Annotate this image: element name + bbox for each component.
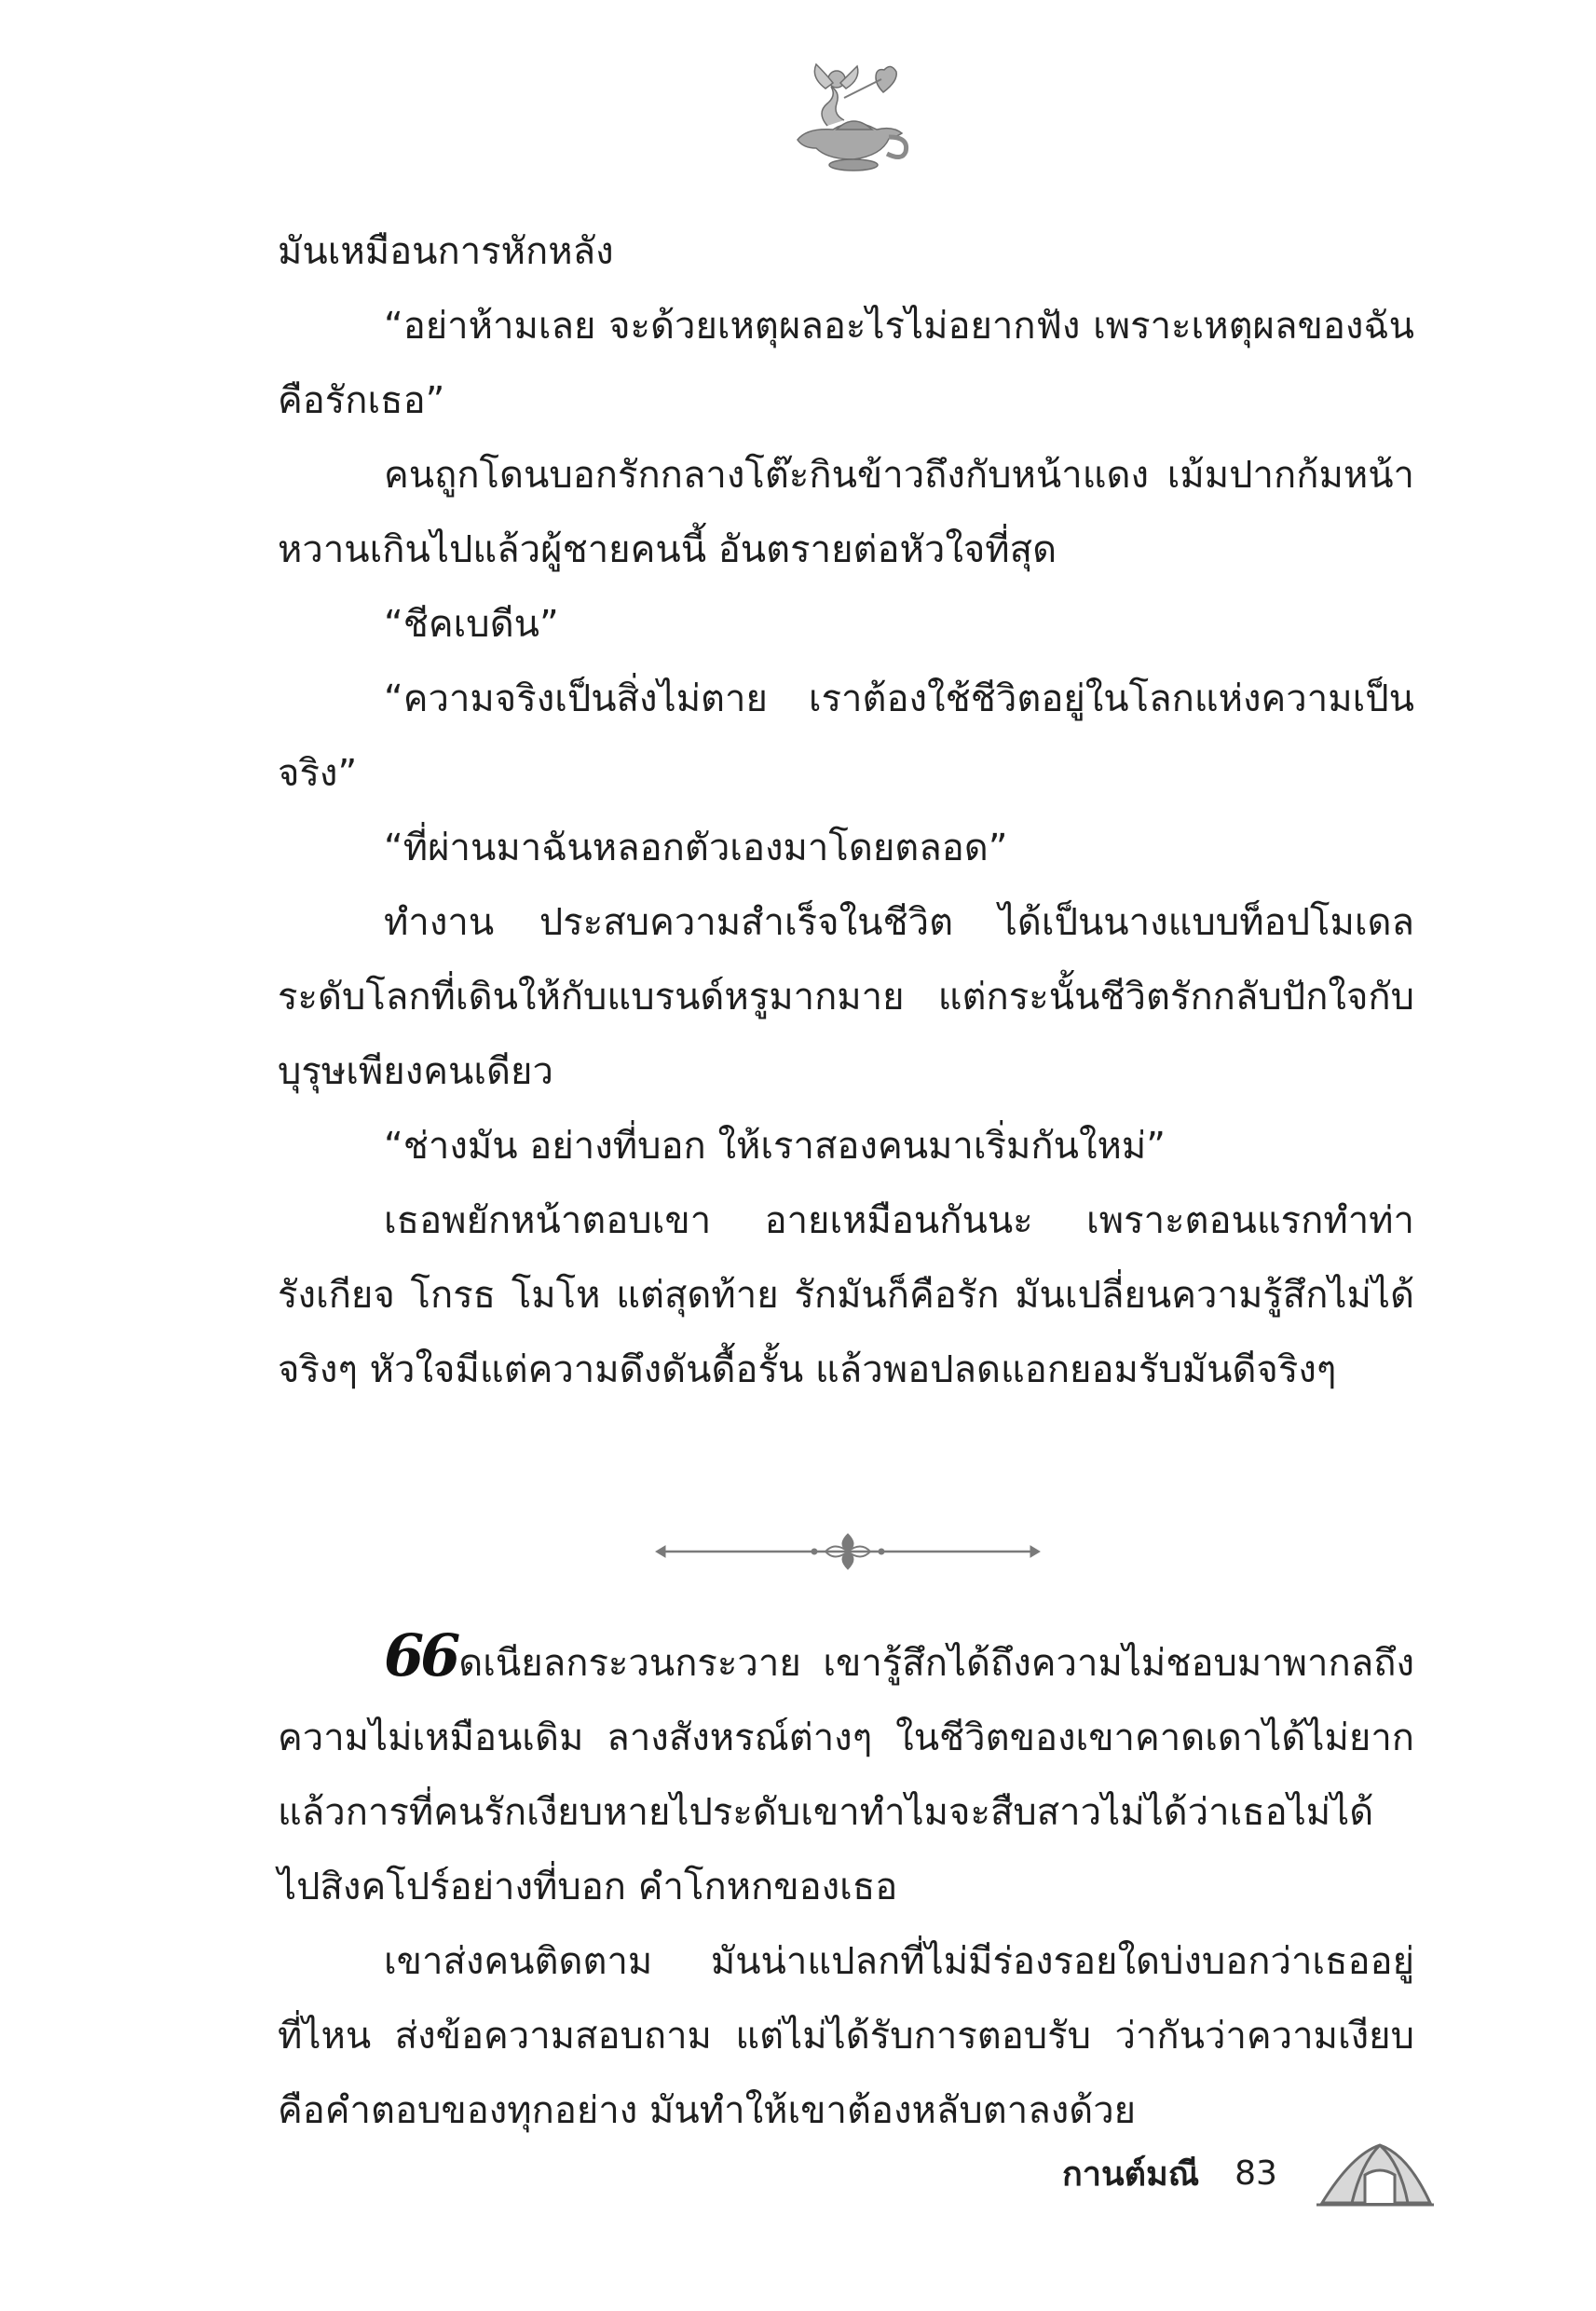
body-text-block-1	[278, 214, 1414, 1407]
paragraph: คนถูกโดนบอกรักกลางโต๊ะกินข้าวถึงกับหน้าแดง เม้มปากก้มหน้า หวานเกินไปแล้วผู้ชายคนนี้ อันตรายต่อหัวใจที่สุด	[278, 454, 1414, 571]
paragraph: “อย่าห้ามเลย จะด้วยเหตุผลอะไรไม่อยากฟัง เพราะเหตุผลของฉันคือรักเธอ”	[278, 305, 1414, 422]
paragraph: เขาส่งคนติดตาม มันน่าแปลกที่ไม่มีร่องรอยใดบ่งบอกว่าเธออยู่ที่ไหน ส่งข้อความสอบถาม แต่ไม่ได้รับการตอบรับ ว่ากันว่าความเงียบคือคำตอบของทุกอย่าง มันทำให้เขาต้องหลับตาลงด้วย	[278, 1940, 1414, 2132]
paragraph	[278, 1621, 1414, 1924]
paragraph: มันเหมือนการหักหลัง	[278, 230, 614, 273]
ornamental-divider-icon	[652, 1528, 1044, 1575]
body-text-block-2	[278, 1621, 1414, 2148]
page-footer	[1062, 2145, 1436, 2201]
paragraph: “ชีคเบดีน”	[384, 603, 559, 646]
paragraph: ทำงาน ประสบความสำเร็จในชีวิต ได้เป็นนางแบบท็อปโมเดลระดับโลกที่เดินให้กับแบรนด์หรูมากมาย แต่กระนั้นชีวิตรักกลับปักใจกับบุรุษเพียงคนเดียว	[278, 901, 1414, 1093]
open-quote-mark: 66	[384, 1621, 457, 1689]
tent-icon	[1315, 2136, 1436, 2210]
page-number: 83	[1235, 2154, 1277, 2193]
cupid-genie-lamp-icon	[779, 51, 919, 182]
paragraph: “ช่างมัน อย่างที่บอก ให้เราสองคนมาเริ่มกันใหม่”	[384, 1125, 1166, 1168]
paragraph: “ที่ผ่านมาฉันหลอกตัวเองมาโดยตลอด”	[384, 827, 1008, 869]
paragraph-text: ดเนียลกระวนกระวาย เขารู้สึกได้ถึงความไม่ชอบมาพากลถึงความไม่เหมือนเดิม ลางสังหรณ์ต่างๆ ในชีวิตของเขาคาดเดาได้ไม่ยาก แล้วการที่คนรักเงียบหายไประดับเขาทำไมจะสืบสาวไม่ได้ว่าเธอไม่ได้ไปสิงคโปร์อย่างที่บอก คำโกหกของเธอ	[278, 1642, 1414, 1908]
paragraph: “ความจริงเป็นสิ่งไม่ตาย เราต้องใช้ชีวิตอยู่ในโลกแห่งความเป็นจริง”	[278, 677, 1414, 795]
book-title: กานต์มณี	[1062, 2154, 1200, 2194]
paragraph: เธอพยักหน้าตอบเขา อายเหมือนกันนะ เพราะตอนแรกทำท่ารังเกียจ โกรธ โมโห แต่สุดท้าย รักมันก็คือรัก มันเปลี่ยนความรู้สึกไม่ได้จริงๆ หัวใจมีแต่ความดึงดันดื้อรั้น แล้วพอปลดแอกยอมรับมันดีจริงๆ	[278, 1199, 1414, 1391]
